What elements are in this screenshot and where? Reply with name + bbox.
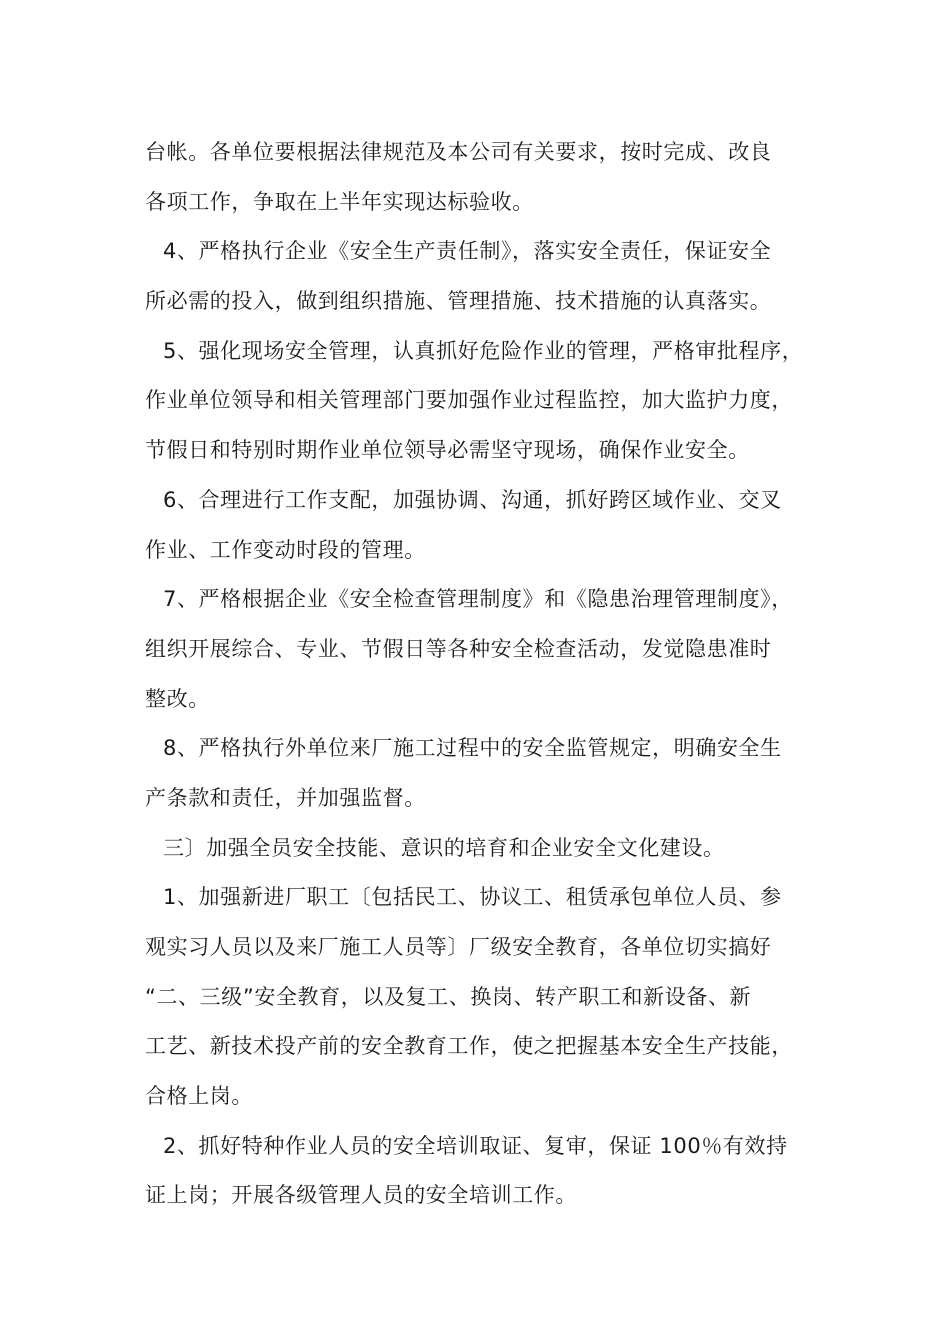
text-line: 观实习人员以及来厂施工人员等〕厂级安全教育，各单位切实搞好 xyxy=(145,935,772,959)
text-line: 工艺、新技术投产前的安全教育工作，使之把握基本安全生产技能， xyxy=(145,1034,793,1059)
text-line: 作业、工作变动时段的管理。 xyxy=(145,537,426,562)
text-line: 产条款和责任，并加强监督。 xyxy=(145,785,426,810)
text-line: 台帐。各单位要根据法律规范及本公司有关要求，按时完成、改良 xyxy=(145,140,772,164)
text-line: 所必需的投入，做到组织措施、管理措施、技术措施的认真落实。 xyxy=(145,289,772,314)
list-item-7: 7、严格根据企业《安全检查管理制度》和《隐患治理管理制度》， xyxy=(163,587,793,612)
list-item-4: 4、严格执行企业《安全生产责任制》，落实安全责任，保证安全 xyxy=(163,239,772,264)
body-text xyxy=(145,128,815,1221)
list-item-5: 5、强化现场安全管理，认真抓好危险作业的管理，严格审批程序， xyxy=(163,338,804,363)
text-line: 整改。 xyxy=(145,686,210,711)
text-line: 作业单位领导和相关管理部门要加强作业过程监控，加大监护力度， xyxy=(145,388,793,413)
list-item-6: 6、合理进行工作支配，加强协调、沟通，抓好跨区域作业、交叉 xyxy=(163,487,782,512)
text-line: 证上岗；开展各级管理人员的安全培训工作。 xyxy=(145,1183,577,1208)
text-line: “二、三级”安全教育，以及复工、换岗、转产职工和新设备、新 xyxy=(145,984,752,1009)
text-line: 合格上岗。 xyxy=(145,1084,253,1109)
section-heading: 三〕加强全员安全技能、意识的培育和企业安全文化建设。 xyxy=(163,835,725,860)
list-item-2: 2、抓好特种作业人员的安全培训取证、复审，保证 100％有效持 xyxy=(163,1133,788,1158)
text-line: 组织开展综合、专业、节假日等各种安全检查活动，发觉隐患准时 xyxy=(145,636,772,661)
list-item-8: 8、严格执行外单位来厂施工过程中的安全监管规定，明确安全生 xyxy=(163,736,782,761)
list-item-1: 1、加强新进厂职工〔包括民工、协议工、租赁承包单位人员、参 xyxy=(163,885,782,910)
text-line: 各项工作，争取在上半年实现达标验收。 xyxy=(145,189,534,214)
text-line: 节假日和特别时期作业单位领导必需坚守现场，确保作业安全。 xyxy=(145,438,750,463)
